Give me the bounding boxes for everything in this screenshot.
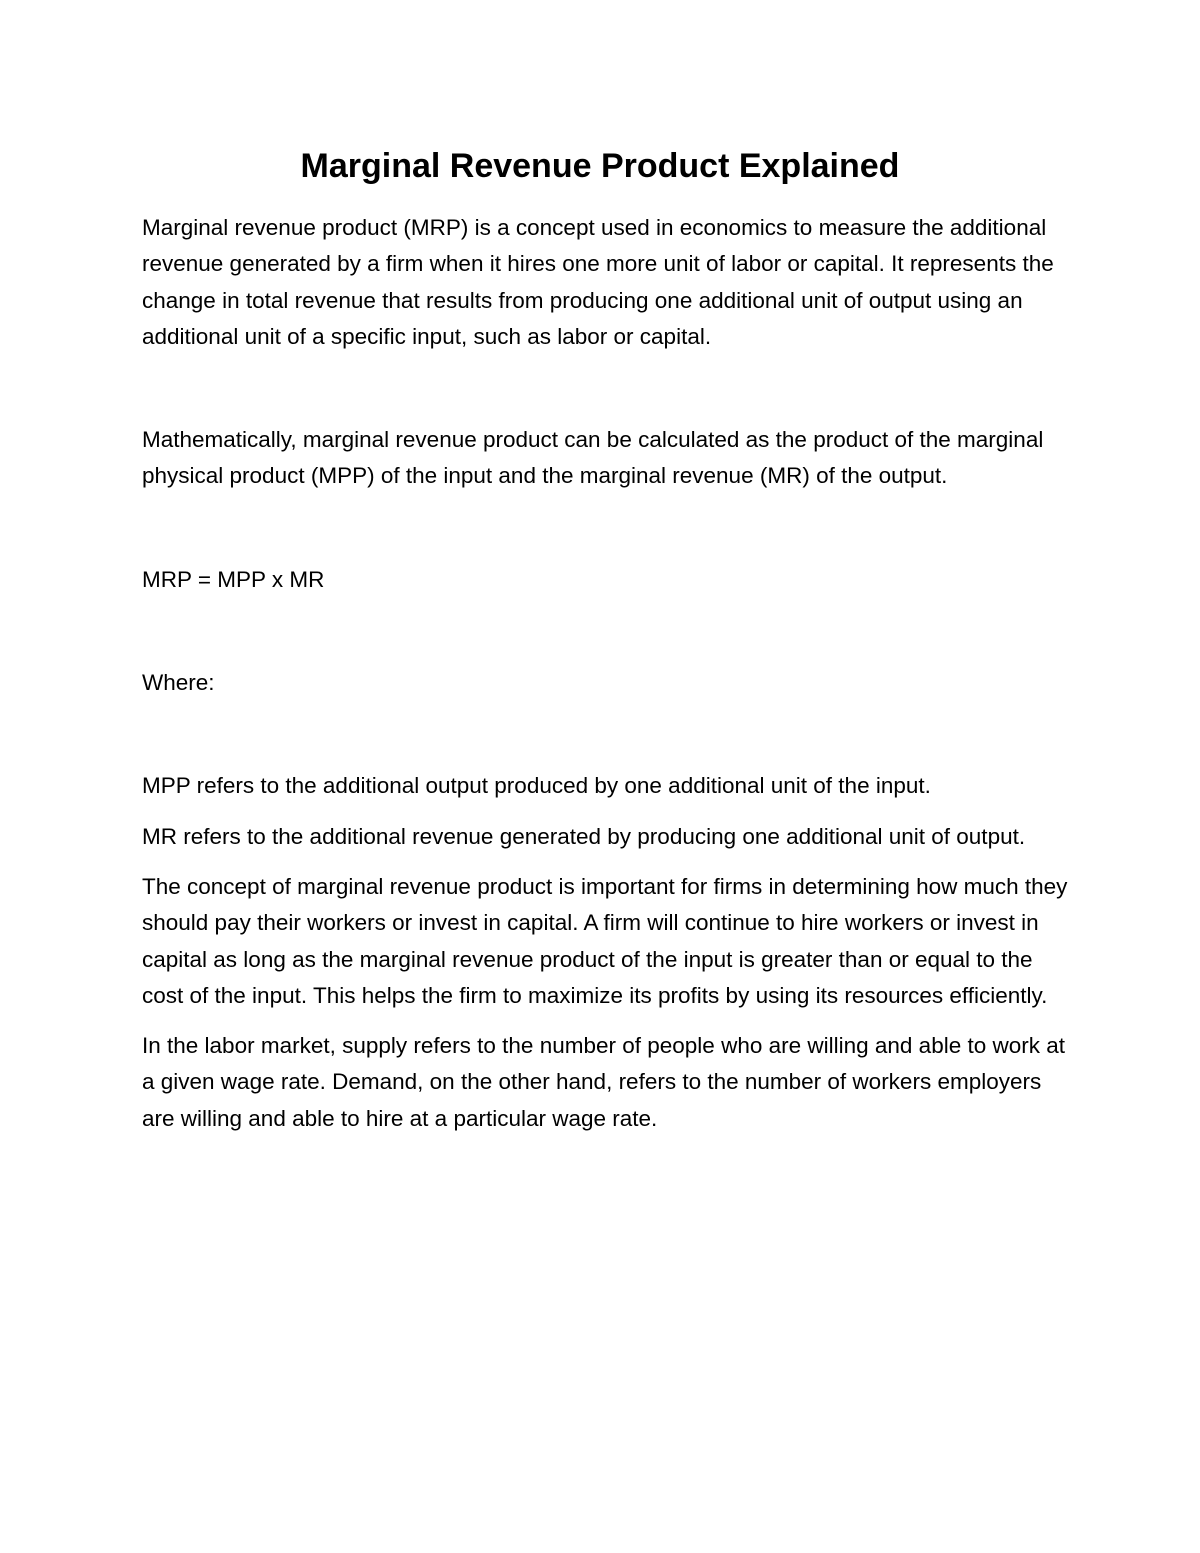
paragraph-mpp-definition: MPP refers to the additional output produced by one additional unit of the input. [142,773,931,799]
spacer [142,701,1072,768]
spacer [142,598,1072,665]
spacer [142,495,1072,562]
spacer [142,805,1072,819]
paragraph-labor-market: In the labor market, supply refers to the number of people who are willing and able to work at a given wage rate. Demand, on the other hand, refers to the number of workers employers are willing and able to hire at a particular wage rate. [142,1033,1066,1131]
page-title: Marginal Revenue Product Explained [300,147,900,185]
paragraph-mrp-definition: Marginal revenue product (MRP) is a concept used in economics to measure the additional revenue generated by a firm when it hires one more unit of labor or capital. It represents the change in total revenue that results from producing one additional unit of output using an additional unit of a specific input, such as labor or capital. [142,215,1054,349]
paragraph-mr-definition: MR refers to the additional revenue generated by producing one additional unit of output. [142,823,1026,849]
spacer [142,355,1072,422]
formula-line: MRP = MPP x MR [142,566,325,592]
document-body [142,210,1072,1137]
spacer [142,1014,1072,1028]
paragraph-importance: The concept of marginal revenue product is important for firms in determining how much they should pay their workers or invest in capital. A firm will continue to hire workers or invest in capital as long as the marginal revenue product of the input is greater than or equal to the cost of the input. This helps the firm to maximize its profits by using its resources efficiently. [142,873,1068,1008]
paragraph-where: Where: [142,670,215,696]
spacer [142,855,1072,869]
paragraph-mathematically: Mathematically, marginal revenue product can be calculated as the product of the marginal physical product (MPP) of the input and the marginal revenue (MR) of the output. [142,427,1044,489]
